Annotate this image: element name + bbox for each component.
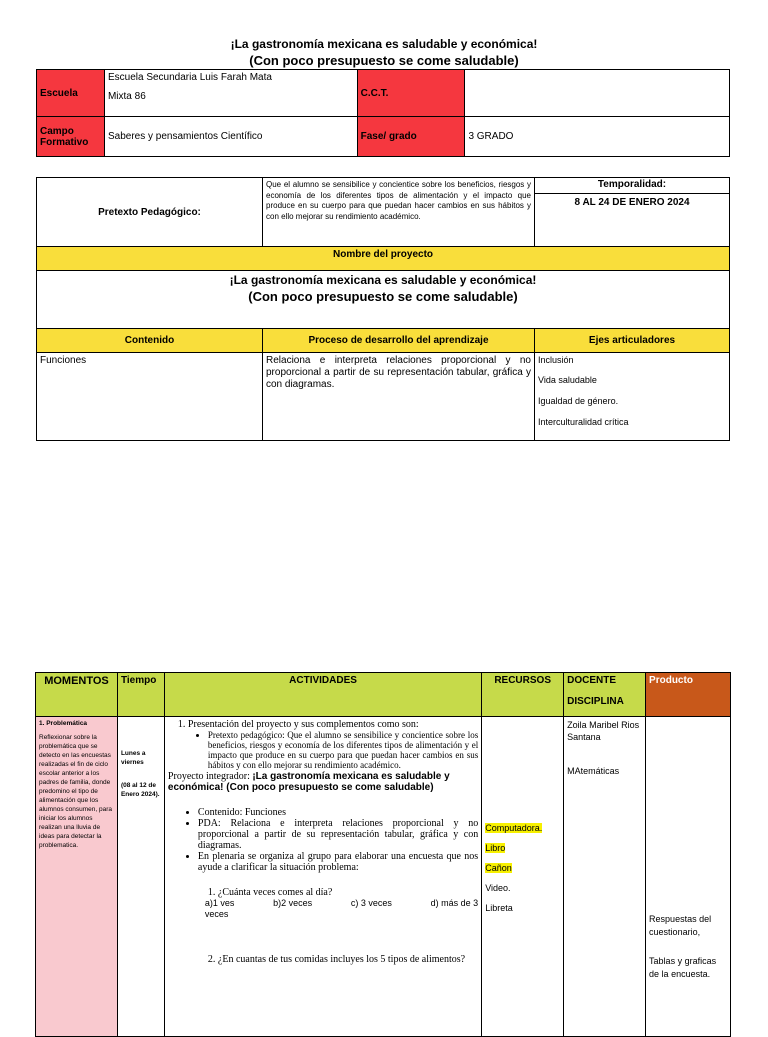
campo-value: Saberes y pensamientos Científico: [104, 117, 357, 157]
fase-label: Fase/ grado: [357, 117, 465, 157]
docente-header: DOCENTE DISCIPLINA: [564, 673, 646, 717]
recursos-cell: [482, 717, 564, 1037]
producto-cell: [646, 717, 731, 1037]
project-table: [36, 177, 730, 441]
proceso-value: Relaciona e interpreta relaciones proporcional y no proporcional a partir de su representación tabular, gráfica y con diagramas.: [263, 353, 535, 441]
recurso-canon: Cañon: [485, 863, 512, 873]
contenido-header: Contenido: [37, 329, 263, 353]
recurso-computadora: Computadora.: [485, 823, 543, 833]
producto-header: Producto: [646, 673, 731, 717]
eje-item: Igualdad de género.: [538, 396, 619, 406]
fase-value: 3 GRADO: [465, 117, 730, 157]
pregunta-2: 2. ¿En cuantas de tus comidas incluyes los 5 tipos de alimentos?: [218, 954, 478, 965]
nombre-proyecto-value: ¡La gastronomía mexicana es saludable y económica! (Con poco presupuesto se come saludable): [37, 271, 730, 329]
actividades-cell: 1. Presentación del proyecto y sus complementos como son: • Pretexto pedagógico: Que el alumno se sensibilice y concientice sobre los beneficios, riesgos y economía de los diferentes tipos de alimentación y el impacto que produce en su cuerpo para que puedan hacer cambios en sus hábitos y con ello mejorar su rendimiento académico. Proyecto integrador: ¡La gastronomía mexicana es saludable y económica! (Con poco presupuesto se come saludable) • Contenido: Funciones • PDA: Relaciona e interpreta relaciones proporcional y no proporcional a partir de su representación tabular, gráfica y con diagramas. • En plenaria se organiza al grupo para elaborar una encuesta que nos ayude a clarificar la situación problema: 1. ¿Cuánta veces comes al día? a)1 ves b)2 veces c) 3 veces d) más de 3 veces 2. ¿En cuantas de tus comidas incluyes los 5 tipos de alimentos?: [164, 717, 481, 1037]
momento-title: 1. Problemática: [39, 720, 88, 727]
momentos-header: MOMENTOS: [36, 673, 118, 717]
recurso-libro: Libro: [485, 843, 506, 853]
temporalidad-label: Temporalidad:: [535, 178, 729, 194]
producto-2: Tablas y graficas de la encuesta.: [649, 956, 717, 979]
tiempo-header: Tiempo: [117, 673, 164, 717]
page-subtitle: (Con poco presupuesto se come saludable): [249, 53, 519, 68]
temporalidad-cell: [535, 178, 730, 247]
cct-value: [465, 70, 730, 117]
plan-table: [35, 672, 731, 1037]
ejes-header: Ejes articuladores: [535, 329, 730, 353]
cct-label: C.C.T.: [357, 70, 465, 117]
escuela-label: Escuela: [37, 70, 105, 117]
ejes-list: [535, 353, 730, 441]
actividad-contenido: • Contenido: Funciones: [198, 807, 478, 818]
escuela-value: Escuela Secundaria Luis Farah Mata Mixta 86: [104, 70, 357, 117]
pretexto-text: Que el alumno se sensibilice y concientice sobre los beneficios, riesgos y economía de los diferentes tipos de alimentación y el impacto que produce en su cuerpo para que puedan hacer cambios en sus hábitos y con ello mejorar su rendimiento académico.: [263, 178, 535, 247]
eje-item: Inclusión: [538, 355, 574, 365]
recurso-libreta: Libreta: [485, 903, 513, 913]
actividad-plenaria: • En plenaria se organiza al grupo para elaborar una encuesta que nos ayude a clarificar la situación problema:: [198, 851, 478, 873]
pretexto-label: Pretexto Pedagógico:: [37, 178, 263, 247]
momento-text: Reflexionar sobre la problemática que se detecto en las encuestas realizadas el fin de ciclo escolar anterior a los padres de familia, donde predomino el tipo de alimentación que los alumnos consumen, para iniciar los alumnos realizan una lluvia de ideas para detectar la problematica.: [39, 734, 112, 849]
page-title: ¡La gastronomía mexicana es saludable y económica!: [230, 37, 538, 51]
recurso-video: Video.: [485, 883, 511, 893]
docente-cell: [564, 717, 646, 1037]
actividad-1: 1. Presentación del proyecto y sus complementos como son:: [188, 719, 478, 730]
disciplina-value: MAtemáticas: [567, 766, 620, 776]
campo-label: Campo Formativo: [37, 117, 105, 157]
docente-name: Zoila Maribel Rios Santana: [567, 720, 640, 742]
actividad-integrador: Proyecto integrador: ¡La gastronomía mexicana es saludable y económica! (Con poco presupuesto se come saludable): [167, 771, 450, 793]
tiempo-cell: Lunes a viernes (08 al 12 de Enero 2024).: [117, 717, 164, 1037]
contenido-value: Funciones: [37, 353, 263, 441]
nombre-proyecto-label: Nombre del proyecto: [37, 247, 730, 271]
actividad-pda: • PDA: Relaciona e interpreta relaciones proporcional y no proporcional a partir de su representación tabular, gráfica y con diagramas.: [198, 818, 478, 851]
recursos-header: RECURSOS: [482, 673, 564, 717]
actividad-pretexto: • Pretexto pedagógico: Que el alumno se sensibilice y concientice sobre los beneficios, riesgos y economía de los diferentes tipos de alimentación y el impacto que produce en su cuerpo para que puedan hacer cambios en sus hábitos y con ello mejorar su rendimiento académico.: [208, 730, 478, 770]
temporalidad-value: 8 AL 24 DE ENERO 2024: [574, 197, 690, 208]
actividades-header: ACTIVIDADES: [164, 673, 481, 717]
eje-item: Interculturalidad crítica: [538, 417, 629, 427]
pregunta-1: 1. ¿Cuánta veces comes al día?: [218, 887, 478, 898]
producto-1: Respuestas del cuestionario,: [649, 914, 712, 937]
info-table: [36, 69, 730, 157]
pregunta-1-opciones: a)1 ves b)2 veces c) 3 veces d) más de 3: [204, 898, 479, 908]
momento-cell: [36, 717, 118, 1037]
eje-item: Vida saludable: [538, 375, 597, 385]
proceso-header: Proceso de desarrollo del aprendizaje: [263, 329, 535, 353]
